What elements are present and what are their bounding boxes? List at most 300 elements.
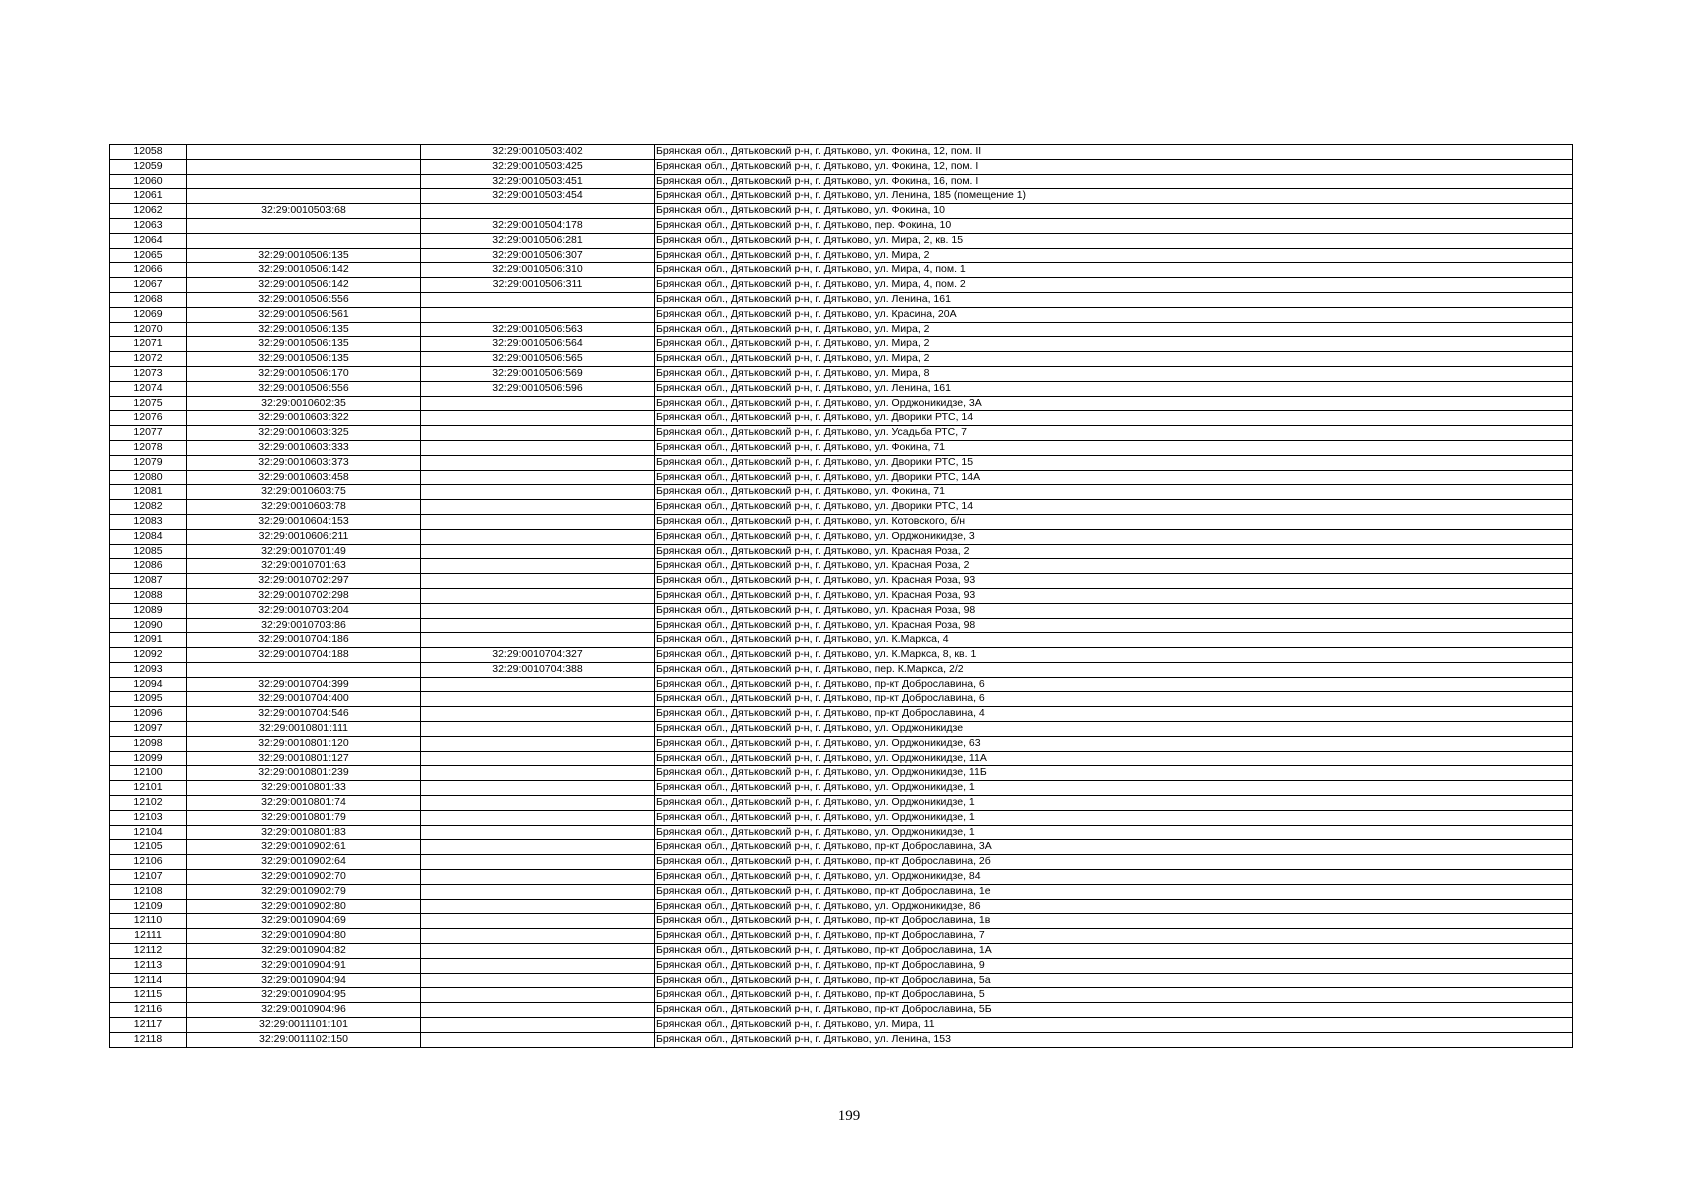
table-row — [110, 366, 1573, 381]
object-cadastral-number-cell: 32:29:0010503:402 — [421, 145, 655, 160]
address-cell: Брянская обл., Дятьковский р-н, г. Дятьково, ул. Красная Роза, 98 — [655, 618, 1573, 633]
address-cell: Брянская обл., Дятьковский р-н, г. Дятьково, ул. Мира, 8 — [655, 366, 1573, 381]
row-number-cell: 12093 — [110, 662, 187, 677]
row-number-cell: 12111 — [110, 929, 187, 944]
table-body — [110, 145, 1573, 1048]
cadastral-number-cell: 32:29:0011102:150 — [187, 1032, 421, 1047]
row-number-cell: 12096 — [110, 707, 187, 722]
row-number-cell: 12076 — [110, 411, 187, 426]
table-row — [110, 751, 1573, 766]
table-row — [110, 648, 1573, 663]
object-cadastral-number-cell — [421, 440, 655, 455]
table-row — [110, 855, 1573, 870]
object-cadastral-number-cell — [421, 973, 655, 988]
object-cadastral-number-cell — [421, 810, 655, 825]
table-row — [110, 973, 1573, 988]
object-cadastral-number-cell — [421, 736, 655, 751]
cadastral-number-cell: 32:29:0010606:211 — [187, 529, 421, 544]
table-row — [110, 988, 1573, 1003]
object-cadastral-number-cell — [421, 958, 655, 973]
object-cadastral-number-cell — [421, 1032, 655, 1047]
address-cell: Брянская обл., Дятьковский р-н, г. Дятьково, пр-кт Доброславина, 6 — [655, 692, 1573, 707]
table-row — [110, 233, 1573, 248]
row-number-cell: 12087 — [110, 574, 187, 589]
cadastral-number-cell: 32:29:0010506:561 — [187, 307, 421, 322]
object-cadastral-number-cell: 32:29:0010506:563 — [421, 322, 655, 337]
object-cadastral-number-cell — [421, 796, 655, 811]
object-cadastral-number-cell — [421, 633, 655, 648]
address-cell: Брянская обл., Дятьковский р-н, г. Дятьково, ул. Орджоникидзе, 11Б — [655, 766, 1573, 781]
table-row — [110, 574, 1573, 589]
row-number-cell: 12118 — [110, 1032, 187, 1047]
table-row — [110, 899, 1573, 914]
row-number-cell: 12095 — [110, 692, 187, 707]
row-number-cell: 12058 — [110, 145, 187, 160]
cadastral-number-cell: 32:29:0010801:127 — [187, 751, 421, 766]
address-cell: Брянская обл., Дятьковский р-н, г. Дятьково, ул. Мира, 2 — [655, 337, 1573, 352]
object-cadastral-number-cell: 32:29:0010704:388 — [421, 662, 655, 677]
object-cadastral-number-cell — [421, 825, 655, 840]
cadastral-number-cell: 32:29:0010506:135 — [187, 248, 421, 263]
table-row — [110, 603, 1573, 618]
address-cell: Брянская обл., Дятьковский р-н, г. Дятьково, ул. Орджоникидзе, 63 — [655, 736, 1573, 751]
cadastral-number-cell — [187, 189, 421, 204]
cadastral-number-cell: 32:29:0010506:135 — [187, 352, 421, 367]
cadastral-number-cell: 32:29:0010904:91 — [187, 958, 421, 973]
table-row — [110, 381, 1573, 396]
object-cadastral-number-cell: 32:29:0010704:327 — [421, 648, 655, 663]
address-cell: Брянская обл., Дятьковский р-н, г. Дятьково, ул. Фокина, 71 — [655, 485, 1573, 500]
row-number-cell: 12097 — [110, 722, 187, 737]
cadastral-number-cell: 32:29:0010801:120 — [187, 736, 421, 751]
row-number-cell: 12067 — [110, 278, 187, 293]
address-cell: Брянская обл., Дятьковский р-н, г. Дятьково, ул. Мира, 4, пом. 1 — [655, 263, 1573, 278]
address-cell: Брянская обл., Дятьковский р-н, г. Дятьково, ул. Орджоникидзе, 3А — [655, 396, 1573, 411]
table-row — [110, 292, 1573, 307]
cadastral-number-cell: 32:29:0010703:86 — [187, 618, 421, 633]
address-cell: Брянская обл., Дятьковский р-н, г. Дятьково, ул. Красная Роза, 2 — [655, 559, 1573, 574]
row-number-cell: 12081 — [110, 485, 187, 500]
cadastral-number-cell: 32:29:0010506:142 — [187, 263, 421, 278]
object-cadastral-number-cell — [421, 529, 655, 544]
address-cell: Брянская обл., Дятьковский р-н, г. Дятьково, пр-кт Доброславина, 9 — [655, 958, 1573, 973]
table-row — [110, 736, 1573, 751]
object-cadastral-number-cell: 32:29:0010503:451 — [421, 174, 655, 189]
address-cell: Брянская обл., Дятьковский р-н, г. Дятьково, ул. Фокина, 16, пом. I — [655, 174, 1573, 189]
row-number-cell: 12066 — [110, 263, 187, 278]
table-row — [110, 278, 1573, 293]
cadastral-number-cell — [187, 145, 421, 160]
table-row — [110, 322, 1573, 337]
cadastral-number-cell: 32:29:0010902:64 — [187, 855, 421, 870]
row-number-cell: 12103 — [110, 810, 187, 825]
table-row — [110, 500, 1573, 515]
object-cadastral-number-cell — [421, 396, 655, 411]
table-row — [110, 914, 1573, 929]
cadastral-number-cell — [187, 218, 421, 233]
object-cadastral-number-cell — [421, 899, 655, 914]
row-number-cell: 12086 — [110, 559, 187, 574]
address-cell: Брянская обл., Дятьковский р-н, г. Дятьково, пр-кт Доброславина, 5 — [655, 988, 1573, 1003]
cadastral-number-cell: 32:29:0010904:96 — [187, 1003, 421, 1018]
table-row — [110, 529, 1573, 544]
cadastral-number-cell: 32:29:0010506:142 — [187, 278, 421, 293]
table-row — [110, 470, 1573, 485]
row-number-cell: 12104 — [110, 825, 187, 840]
object-cadastral-number-cell — [421, 292, 655, 307]
cadastral-number-cell: 32:29:0010701:63 — [187, 559, 421, 574]
address-cell: Брянская обл., Дятьковский р-н, г. Дятьково, ул. Орджоникидзе, 1 — [655, 810, 1573, 825]
cadastral-number-cell — [187, 662, 421, 677]
cadastral-number-cell: 32:29:0010704:400 — [187, 692, 421, 707]
address-cell: Брянская обл., Дятьковский р-н, г. Дятьково, пр-кт Доброславина, 5Б — [655, 1003, 1573, 1018]
object-cadastral-number-cell: 32:29:0010506:281 — [421, 233, 655, 248]
row-number-cell: 12108 — [110, 884, 187, 899]
cadastral-number-cell: 32:29:0010904:95 — [187, 988, 421, 1003]
cadastral-number-cell: 32:29:0010704:399 — [187, 677, 421, 692]
cadastral-number-cell: 32:29:0010902:80 — [187, 899, 421, 914]
cadastral-number-cell: 32:29:0010604:153 — [187, 514, 421, 529]
address-cell: Брянская обл., Дятьковский р-н, г. Дятьково, пр-кт Доброславина, 5а — [655, 973, 1573, 988]
address-cell: Брянская обл., Дятьковский р-н, г. Дятьково, ул. Ленина, 185 (помещение 1) — [655, 189, 1573, 204]
object-cadastral-number-cell — [421, 204, 655, 219]
object-cadastral-number-cell: 32:29:0010506:596 — [421, 381, 655, 396]
cadastral-number-cell: 32:29:0010603:458 — [187, 470, 421, 485]
object-cadastral-number-cell — [421, 455, 655, 470]
address-cell: Брянская обл., Дятьковский р-н, г. Дятьково, ул. Усадьба РТС, 7 — [655, 426, 1573, 441]
address-cell: Брянская обл., Дятьковский р-н, г. Дятьково, ул. Красная Роза, 2 — [655, 544, 1573, 559]
address-cell: Брянская обл., Дятьковский р-н, г. Дятьково, ул. Орджоникидзе, 84 — [655, 870, 1573, 885]
table-row — [110, 145, 1573, 160]
cadastral-number-cell: 32:29:0010801:111 — [187, 722, 421, 737]
table-row — [110, 307, 1573, 322]
object-cadastral-number-cell — [421, 766, 655, 781]
address-cell: Брянская обл., Дятьковский р-н, г. Дятьково, ул. Фокина, 10 — [655, 204, 1573, 219]
object-cadastral-number-cell — [421, 722, 655, 737]
row-number-cell: 12106 — [110, 855, 187, 870]
row-number-cell: 12112 — [110, 944, 187, 959]
table-row — [110, 958, 1573, 973]
object-cadastral-number-cell — [421, 677, 655, 692]
row-number-cell: 12115 — [110, 988, 187, 1003]
table-row — [110, 189, 1573, 204]
cadastral-number-cell: 32:29:0010602:35 — [187, 396, 421, 411]
cadastral-number-cell: 32:29:0010902:70 — [187, 870, 421, 885]
object-cadastral-number-cell — [421, 544, 655, 559]
cadastral-number-cell: 32:29:0010603:325 — [187, 426, 421, 441]
object-cadastral-number-cell — [421, 307, 655, 322]
object-cadastral-number-cell — [421, 1018, 655, 1033]
row-number-cell: 12099 — [110, 751, 187, 766]
row-number-cell: 12100 — [110, 766, 187, 781]
table-row — [110, 455, 1573, 470]
row-number-cell: 12064 — [110, 233, 187, 248]
table-row — [110, 174, 1573, 189]
table-row — [110, 1003, 1573, 1018]
row-number-cell: 12113 — [110, 958, 187, 973]
row-number-cell: 12089 — [110, 603, 187, 618]
row-number-cell: 12079 — [110, 455, 187, 470]
table-row — [110, 677, 1573, 692]
object-cadastral-number-cell — [421, 574, 655, 589]
cadastral-number-cell: 32:29:0010904:69 — [187, 914, 421, 929]
row-number-cell: 12077 — [110, 426, 187, 441]
table-row — [110, 544, 1573, 559]
row-number-cell: 12116 — [110, 1003, 187, 1018]
table-row — [110, 204, 1573, 219]
address-cell: Брянская обл., Дятьковский р-н, г. Дятьково, ул. Красная Роза, 93 — [655, 574, 1573, 589]
cadastral-number-cell: 32:29:0010701:49 — [187, 544, 421, 559]
cadastral-number-cell: 32:29:0010506:556 — [187, 381, 421, 396]
row-number-cell: 12091 — [110, 633, 187, 648]
row-number-cell: 12094 — [110, 677, 187, 692]
object-cadastral-number-cell — [421, 929, 655, 944]
object-cadastral-number-cell — [421, 500, 655, 515]
table-row — [110, 218, 1573, 233]
cadastral-number-cell: 32:29:0010703:204 — [187, 603, 421, 618]
object-cadastral-number-cell — [421, 781, 655, 796]
row-number-cell: 12065 — [110, 248, 187, 263]
object-cadastral-number-cell: 32:29:0010506:311 — [421, 278, 655, 293]
row-number-cell: 12063 — [110, 218, 187, 233]
table-row — [110, 440, 1573, 455]
cadastral-number-cell: 32:29:0010506:170 — [187, 366, 421, 381]
address-cell: Брянская обл., Дятьковский р-н, г. Дятьково, ул. Мира, 2 — [655, 248, 1573, 263]
table-row — [110, 263, 1573, 278]
row-number-cell: 12102 — [110, 796, 187, 811]
object-cadastral-number-cell: 32:29:0010504:178 — [421, 218, 655, 233]
row-number-cell: 12068 — [110, 292, 187, 307]
address-cell: Брянская обл., Дятьковский р-н, г. Дятьково, ул. Орджоникидзе, 3 — [655, 529, 1573, 544]
address-cell: Брянская обл., Дятьковский р-н, г. Дятьково, ул. Ленина, 161 — [655, 381, 1573, 396]
table-row — [110, 796, 1573, 811]
address-cell: Брянская обл., Дятьковский р-н, г. Дятьково, ул. Орджоникидзе — [655, 722, 1573, 737]
address-cell: Брянская обл., Дятьковский р-н, г. Дятьково, ул. Мира, 2, кв. 15 — [655, 233, 1573, 248]
table-row — [110, 944, 1573, 959]
table-row — [110, 618, 1573, 633]
object-cadastral-number-cell — [421, 751, 655, 766]
cadastral-number-cell: 32:29:0010902:79 — [187, 884, 421, 899]
table-row — [110, 840, 1573, 855]
table-row — [110, 337, 1573, 352]
object-cadastral-number-cell — [421, 855, 655, 870]
cadastral-number-cell: 32:29:0010704:188 — [187, 648, 421, 663]
address-cell: Брянская обл., Дятьковский р-н, г. Дятьково, ул. Красная Роза, 98 — [655, 603, 1573, 618]
object-cadastral-number-cell: 32:29:0010506:310 — [421, 263, 655, 278]
row-number-cell: 12084 — [110, 529, 187, 544]
object-cadastral-number-cell: 32:29:0010506:564 — [421, 337, 655, 352]
object-cadastral-number-cell: 32:29:0010503:425 — [421, 159, 655, 174]
row-number-cell: 12078 — [110, 440, 187, 455]
address-cell: Брянская обл., Дятьковский р-н, г. Дятьково, пр-кт Доброславина, 7 — [655, 929, 1573, 944]
address-cell: Брянская обл., Дятьковский р-н, г. Дятьково, пер. К.Маркса, 2/2 — [655, 662, 1573, 677]
row-number-cell: 12117 — [110, 1018, 187, 1033]
address-cell: Брянская обл., Дятьковский р-н, г. Дятьково, ул. Котовского, б/н — [655, 514, 1573, 529]
object-cadastral-number-cell — [421, 692, 655, 707]
object-cadastral-number-cell — [421, 485, 655, 500]
address-cell: Брянская обл., Дятьковский р-н, г. Дятьково, ул. Мира, 11 — [655, 1018, 1573, 1033]
address-cell: Брянская обл., Дятьковский р-н, г. Дятьково, пр-кт Доброславина, 1в — [655, 914, 1573, 929]
row-number-cell: 12069 — [110, 307, 187, 322]
object-cadastral-number-cell — [421, 618, 655, 633]
address-cell: Брянская обл., Дятьковский р-н, г. Дятьково, ул. Орджоникидзе, 1 — [655, 796, 1573, 811]
object-cadastral-number-cell — [421, 514, 655, 529]
table-row — [110, 766, 1573, 781]
row-number-cell: 12107 — [110, 870, 187, 885]
object-cadastral-number-cell — [421, 884, 655, 899]
cadastral-number-cell: 32:29:0010603:78 — [187, 500, 421, 515]
table-row — [110, 781, 1573, 796]
address-cell: Брянская обл., Дятьковский р-н, г. Дятьково, ул. Красная Роза, 93 — [655, 588, 1573, 603]
address-cell: Брянская обл., Дятьковский р-н, г. Дятьково, ул. Мира, 2 — [655, 322, 1573, 337]
address-cell: Брянская обл., Дятьковский р-н, г. Дятьково, пер. Фокина, 10 — [655, 218, 1573, 233]
table-row — [110, 633, 1573, 648]
cadastral-number-cell: 32:29:0010801:79 — [187, 810, 421, 825]
address-cell: Брянская обл., Дятьковский р-н, г. Дятьково, ул. Орджоникидзе, 1 — [655, 781, 1573, 796]
address-cell: Брянская обл., Дятьковский р-н, г. Дятьково, ул. Фокина, 12, пом. I — [655, 159, 1573, 174]
address-cell: Брянская обл., Дятьковский р-н, г. Дятьково, ул. Дворики РТС, 14 — [655, 411, 1573, 426]
address-cell: Брянская обл., Дятьковский р-н, г. Дятьково, ул. Ленина, 161 — [655, 292, 1573, 307]
table-row — [110, 411, 1573, 426]
table-row — [110, 559, 1573, 574]
row-number-cell: 12083 — [110, 514, 187, 529]
row-number-cell: 12080 — [110, 470, 187, 485]
row-number-cell: 12070 — [110, 322, 187, 337]
table-row — [110, 825, 1573, 840]
table-row — [110, 426, 1573, 441]
table-row — [110, 248, 1573, 263]
cadastral-number-cell: 32:29:0010506:135 — [187, 322, 421, 337]
table-row — [110, 929, 1573, 944]
cadastral-number-cell: 32:29:0010904:94 — [187, 973, 421, 988]
cadastral-number-cell: 32:29:0010801:33 — [187, 781, 421, 796]
table-row — [110, 810, 1573, 825]
cadastral-number-cell: 32:29:0010702:298 — [187, 588, 421, 603]
address-cell: Брянская обл., Дятьковский р-н, г. Дятьково, ул. Ленина, 153 — [655, 1032, 1573, 1047]
cadastral-number-cell — [187, 174, 421, 189]
object-cadastral-number-cell — [421, 1003, 655, 1018]
row-number-cell: 12061 — [110, 189, 187, 204]
object-cadastral-number-cell: 32:29:0010503:454 — [421, 189, 655, 204]
object-cadastral-number-cell — [421, 411, 655, 426]
object-cadastral-number-cell — [421, 870, 655, 885]
object-cadastral-number-cell — [421, 426, 655, 441]
address-cell: Брянская обл., Дятьковский р-н, г. Дятьково, ул. Орджоникидзе, 1 — [655, 825, 1573, 840]
address-cell: Брянская обл., Дятьковский р-н, г. Дятьково, ул. Мира, 2 — [655, 352, 1573, 367]
table-row — [110, 870, 1573, 885]
cadastral-number-cell: 32:29:0010801:83 — [187, 825, 421, 840]
object-cadastral-number-cell — [421, 559, 655, 574]
cadastral-number-cell: 32:29:0010801:74 — [187, 796, 421, 811]
object-cadastral-number-cell: 32:29:0010506:565 — [421, 352, 655, 367]
row-number-cell: 12090 — [110, 618, 187, 633]
table-row — [110, 1032, 1573, 1047]
address-cell: Брянская обл., Дятьковский р-н, г. Дятьково, ул. К.Маркса, 8, кв. 1 — [655, 648, 1573, 663]
row-number-cell: 12071 — [110, 337, 187, 352]
address-cell: Брянская обл., Дятьковский р-н, г. Дятьково, пр-кт Доброславина, 3А — [655, 840, 1573, 855]
address-cell: Брянская обл., Дятьковский р-н, г. Дятьково, ул. К.Маркса, 4 — [655, 633, 1573, 648]
address-cell: Брянская обл., Дятьковский р-н, г. Дятьково, пр-кт Доброславина, 4 — [655, 707, 1573, 722]
table-row — [110, 485, 1573, 500]
row-number-cell: 12092 — [110, 648, 187, 663]
row-number-cell: 12110 — [110, 914, 187, 929]
address-cell: Брянская обл., Дятьковский р-н, г. Дятьково, пр-кт Доброславина, 1е — [655, 884, 1573, 899]
table-row — [110, 588, 1573, 603]
address-cell: Брянская обл., Дятьковский р-н, г. Дятьково, ул. Орджоникидзе, 86 — [655, 899, 1573, 914]
row-number-cell: 12085 — [110, 544, 187, 559]
cadastral-number-cell: 32:29:0010506:556 — [187, 292, 421, 307]
object-cadastral-number-cell: 32:29:0010506:307 — [421, 248, 655, 263]
row-number-cell: 12059 — [110, 159, 187, 174]
address-cell: Брянская обл., Дятьковский р-н, г. Дятьково, ул. Фокина, 12, пом. II — [655, 145, 1573, 160]
cadastral-number-cell: 32:29:0011101:101 — [187, 1018, 421, 1033]
cadastral-number-cell: 32:29:0010603:333 — [187, 440, 421, 455]
table-row — [110, 159, 1573, 174]
object-cadastral-number-cell — [421, 588, 655, 603]
cadastral-number-cell: 32:29:0010603:322 — [187, 411, 421, 426]
address-cell: Брянская обл., Дятьковский р-н, г. Дятьково, ул. Дворики РТС, 15 — [655, 455, 1573, 470]
row-number-cell: 12072 — [110, 352, 187, 367]
row-number-cell: 12098 — [110, 736, 187, 751]
row-number-cell: 12088 — [110, 588, 187, 603]
address-cell: Брянская обл., Дятьковский р-н, г. Дятьково, пр-кт Доброславина, 1А — [655, 944, 1573, 959]
row-number-cell: 12074 — [110, 381, 187, 396]
cadastral-number-cell: 32:29:0010503:68 — [187, 204, 421, 219]
cadastral-number-cell: 32:29:0010603:75 — [187, 485, 421, 500]
table-row — [110, 722, 1573, 737]
table-row — [110, 884, 1573, 899]
object-cadastral-number-cell — [421, 707, 655, 722]
row-number-cell: 12101 — [110, 781, 187, 796]
object-cadastral-number-cell: 32:29:0010506:569 — [421, 366, 655, 381]
row-number-cell: 12105 — [110, 840, 187, 855]
table-row — [110, 707, 1573, 722]
table-row — [110, 692, 1573, 707]
object-cadastral-number-cell — [421, 988, 655, 1003]
object-cadastral-number-cell — [421, 470, 655, 485]
row-number-cell: 12109 — [110, 899, 187, 914]
row-number-cell: 12062 — [110, 204, 187, 219]
row-number-cell: 12060 — [110, 174, 187, 189]
table-row — [110, 352, 1573, 367]
cadastral-number-cell: 32:29:0010904:82 — [187, 944, 421, 959]
row-number-cell: 12075 — [110, 396, 187, 411]
address-cell: Брянская обл., Дятьковский р-н, г. Дятьково, ул. Дворики РТС, 14 — [655, 500, 1573, 515]
cadastral-number-cell: 32:29:0010603:373 — [187, 455, 421, 470]
object-cadastral-number-cell — [421, 840, 655, 855]
cadastral-number-cell: 32:29:0010801:239 — [187, 766, 421, 781]
address-cell: Брянская обл., Дятьковский р-н, г. Дятьково, ул. Красина, 20А — [655, 307, 1573, 322]
object-cadastral-number-cell — [421, 944, 655, 959]
table-row — [110, 396, 1573, 411]
table-row — [110, 1018, 1573, 1033]
row-number-cell: 12114 — [110, 973, 187, 988]
row-number-cell: 12082 — [110, 500, 187, 515]
row-number-cell: 12073 — [110, 366, 187, 381]
address-cell: Брянская обл., Дятьковский р-н, г. Дятьково, ул. Орджоникидзе, 11А — [655, 751, 1573, 766]
table-row — [110, 662, 1573, 677]
address-cell: Брянская обл., Дятьковский р-н, г. Дятьково, ул. Фокина, 71 — [655, 440, 1573, 455]
cadastral-number-cell: 32:29:0010904:80 — [187, 929, 421, 944]
object-cadastral-number-cell — [421, 603, 655, 618]
cadastral-number-cell: 32:29:0010506:135 — [187, 337, 421, 352]
address-cell: Брянская обл., Дятьковский р-н, г. Дятьково, ул. Дворики РТС, 14А — [655, 470, 1573, 485]
page-number: 199 — [837, 1108, 861, 1124]
object-cadastral-number-cell — [421, 914, 655, 929]
address-cell: Брянская обл., Дятьковский р-н, г. Дятьково, пр-кт Доброславина, 2б — [655, 855, 1573, 870]
cadastral-number-cell — [187, 233, 421, 248]
cadastral-number-cell — [187, 159, 421, 174]
